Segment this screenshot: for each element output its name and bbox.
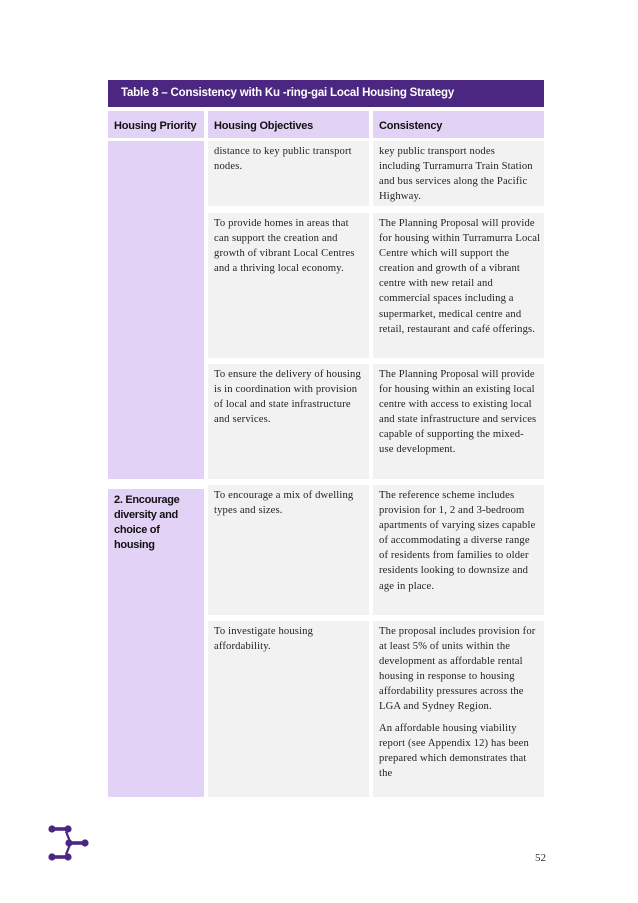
table-row-objective: To provide homes in areas that can support the creation and growth of vibrant Local Centres and a thriving local economy. (208, 213, 369, 358)
consistency-paragraph: The reference scheme includes provision for 1, 2 and 3-bedroom apartments of varying sizes capable of accommodating a diverse range of residents from families to older residents looking to downsize and age in place. (379, 490, 536, 592)
table-row-consistency (373, 141, 544, 206)
brand-logo-icon (48, 824, 90, 862)
table-row-objective: distance to key public transport nodes. (208, 141, 369, 206)
priority-cell-continued (108, 141, 204, 479)
table-row-objective: To investigate housing affordability. (208, 621, 369, 797)
consistency-paragraph: The Planning Proposal will provide for housing within Turramurra Local Centre which will support the creation and growth of a vibrant centre with new retail and commercial spaces including a supermarket, medical centre and retail, restaurant and café offerings. (379, 218, 541, 335)
header-housing-priority: Housing Priority (108, 111, 204, 138)
table-title: Table 8 – Consistency with Ku -ring-gai Local Housing Strategy (108, 80, 544, 107)
table-row-objective: To ensure the delivery of housing is in coordination with provision of local and state infrastructure and services. (208, 364, 369, 479)
consistency-paragraph: The Planning Proposal will provide for housing within an existing local centre with access to existing local and state infrastructure and services capable of supporting the mixed-use development. (379, 369, 537, 456)
consistency-paragraph: An affordable housing viability report (see Appendix 12) has been prepared which demonstrates that the (379, 722, 529, 779)
header-housing-objectives: Housing Objectives (208, 111, 369, 138)
table-row-consistency (373, 364, 544, 479)
table-row-consistency (373, 485, 544, 615)
table-row-consistency (373, 213, 544, 358)
priority-cell-diversity: 2. Encourage diversity and choice of housing (108, 489, 204, 797)
consistency-paragraph: The proposal includes provision for at least 5% of units within the development as affordable rental housing in response to housing affordability pressures across the LGA and Sydney Region. (379, 626, 536, 713)
table-row-consistency (373, 621, 544, 797)
header-consistency: Consistency (373, 111, 544, 138)
page-number: 52 (535, 852, 546, 864)
table-row-objective: To encourage a mix of dwelling types and sizes. (208, 485, 369, 615)
consistency-paragraph: key public transport nodes including Turramurra Train Station and bus services along the Pacific Highway. (379, 146, 533, 203)
